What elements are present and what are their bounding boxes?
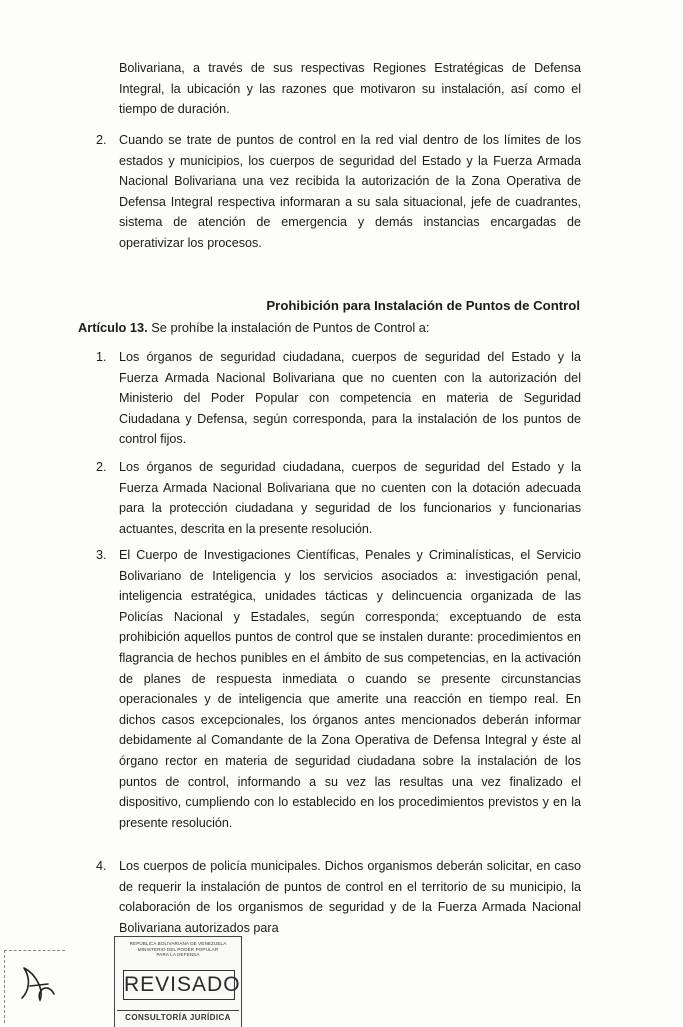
stamp-word: REVISADO xyxy=(123,970,235,1000)
stamp-header-line: REPÚBLICA BOLIVARIANA DE VENEZUELA xyxy=(129,941,227,946)
revision-stamp xyxy=(114,936,242,1027)
article-item-text: El Cuerpo de Investigaciones Científicas, Penales y Criminalísticas, el Servicio Bolivariano de Inteligencia y los servicios asociados a: investigación penal, inteligencia estratégica, unidades tácticas y delincuencia organizada de las Policías Nacional y Estadales, según corresponda; exceptuando de esta prohibición aquellos puntos de control que se instalen durante: procedimientos en flagrancia de hechos punibles en el ámbito de sus competencias, en la activación de planes de respuesta inmediata o cuando se presente circunstancias operacionales y de inteligencia que amerite una reacción en tiempo real. En dichos casos excepcionales, los órganos antes mencionados deberán informar debidamente al Comandante de la Zona Operativa de Defensa Integral y éste al órgano rector en materia de seguridad ciudadana sobre la instalación de los puntos de control, informando a su vez las resultas una vez finalizado el dispositivo, cumpliendo con lo establecido en los procedimientos previstos y en la presente resolución. xyxy=(119,548,581,830)
list-item-text: Cuando se trate de puntos de control en la red vial dentro de los límites de los estados y municipios, los cuerpos de seguridad del Estado y la Fuerza Armada Nacional Bolivariana una vez recibida la autorización de la Zona Operativa de Defensa Integral respectiva informaran a su sala situacional, jefe de cuadrantes, sistema de atención de emergencia y demás instancias encargadas de operativizar los procesos. xyxy=(119,133,581,250)
stamp-header-line: PARA LA DEFENSA xyxy=(156,952,200,958)
article-text: Se prohíbe la instalación de Puntos de Control a: xyxy=(151,320,430,335)
article-item-number: 1. xyxy=(96,350,107,364)
stamp-department: CONSULTORÍA JURÍDICA xyxy=(125,1013,231,1022)
article-item-number: 4. xyxy=(96,859,107,873)
article-item-text: Los órganos de seguridad ciudadana, cuerpos de seguridad del Estado y la Fuerza Armada Nacional Bolivariana que no cuenten con la dotación adecuada para la protección ciudadana y seguridad de los funcionarios y funcionarias actuantes, descrita en la presente resolución. xyxy=(119,460,581,536)
list-item-number: 2. xyxy=(96,133,107,147)
article-intro xyxy=(78,318,583,338)
article-item-text: Los órganos de seguridad ciudadana, cuerpos de seguridad del Estado y la Fuerza Armada Nacional Bolivariana que no cuenten con la autorización del Ministerio del Poder Popular con competencia en materia de Seguridad Ciudadana y Defensa, según corresponda, para la instalación de los puntos de control fijos. xyxy=(119,350,581,447)
section-heading: Prohibición para Instalación de Puntos de Control xyxy=(266,298,580,313)
stamp-divider xyxy=(117,1010,239,1011)
article-item-number: 2. xyxy=(96,460,107,474)
stamp-header xyxy=(119,941,237,958)
stamp-header-line: MINISTERIO DEL PODER POPULAR xyxy=(137,946,219,952)
handwritten-initials xyxy=(18,960,58,1006)
article-label: Artículo 13. xyxy=(78,320,148,335)
intro-paragraph: Bolivariana, a través de sus respectivas Regiones Estratégicas de Defensa Integral, la ubicación y las razones que motivaron su instalación, así como el tiempo de duración. xyxy=(119,61,581,117)
article-item-number: 3. xyxy=(96,548,107,562)
article-item-text: Los cuerpos de policía municipales. Dichos organismos deberán solicitar, en caso de requerir la instalación de puntos de control en el territorio de su municipio, la colaboración de los organismos de seguridad y de la Fuerza Armada Nacional Bolivariana autorizados para xyxy=(119,859,581,935)
